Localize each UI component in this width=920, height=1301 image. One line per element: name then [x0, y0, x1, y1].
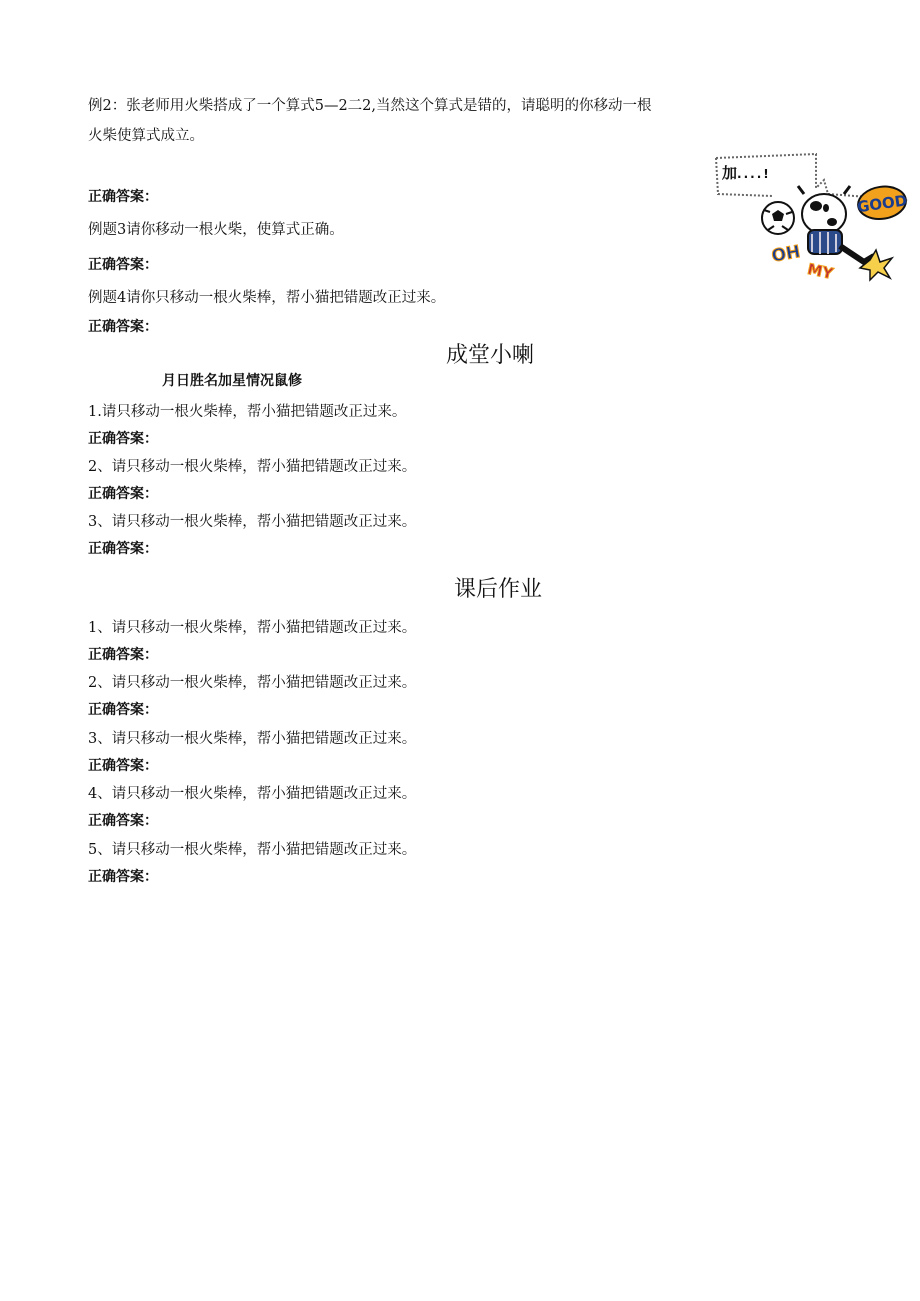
classroom-item-3: 3、请只移动一根火柴棒，帮小猫把错题改正过来。	[88, 514, 417, 530]
answer-label: 正确答案：	[88, 541, 158, 557]
cartoon-caption	[722, 162, 771, 183]
oh-text: OH	[770, 242, 802, 267]
cartoon-caption-text: 加	[722, 164, 738, 182]
answer-label: 正确答案：	[88, 813, 158, 829]
answer-label: 正确答案：	[88, 319, 158, 335]
my-text: MY	[805, 259, 835, 282]
homework-item-4: 4、请只移动一根火柴棒，帮小猫把错题改正过来。	[88, 786, 417, 802]
answer-label: 正确答案：	[88, 431, 158, 447]
cartoon-cow-soccer-image	[712, 150, 908, 282]
answer-label: 正确答案：	[88, 869, 158, 885]
example-3: 例题3请你移动一根火柴，使算式正确。	[88, 222, 344, 238]
good-text: GOOD	[856, 191, 908, 217]
homework-item-2: 2、请只移动一根火柴棒，帮小猫把错题改正过来。	[88, 675, 417, 691]
classroom-item-1: 1.请只移动一根火柴棒，帮小猫把错题改正过来。	[88, 404, 407, 420]
cartoon-caption-dots: ....!	[737, 167, 771, 181]
answer-label: 正确答案：	[88, 758, 158, 774]
answer-label: 正确答案：	[88, 189, 158, 205]
answer-label: 正确答案：	[88, 647, 158, 663]
homework-item-3: 3、请只移动一根火柴棒，帮小猫把错题改正过来。	[88, 731, 417, 747]
answer-label: 正确答案：	[88, 486, 158, 502]
example-2-line-2: 火柴使算式成立。	[88, 128, 204, 144]
example-4: 例题4请你只移动一根火柴棒，帮小猫把错题改正过来。	[88, 290, 446, 306]
homework-section-title: 课后作业	[454, 577, 543, 602]
answer-label: 正确答案：	[88, 257, 158, 273]
classroom-subheading: 月日胜名加星情况鼠修	[162, 373, 302, 389]
homework-item-1: 1、请只移动一根火柴棒，帮小猫把错题改正过来。	[88, 620, 417, 636]
example-2-line-1: 例2：张老师用火柴搭成了一个算式5—2二2,当然这个算式是错的，请聪明的你移动一根	[88, 98, 652, 114]
classroom-item-2: 2、请只移动一根火柴棒，帮小猫把错题改正过来。	[88, 459, 417, 475]
homework-item-5: 5、请只移动一根火柴棒，帮小猫把错题改正过来。	[88, 842, 417, 858]
classroom-section-title: 成堂小喇	[446, 343, 535, 368]
answer-label: 正确答案：	[88, 702, 158, 718]
